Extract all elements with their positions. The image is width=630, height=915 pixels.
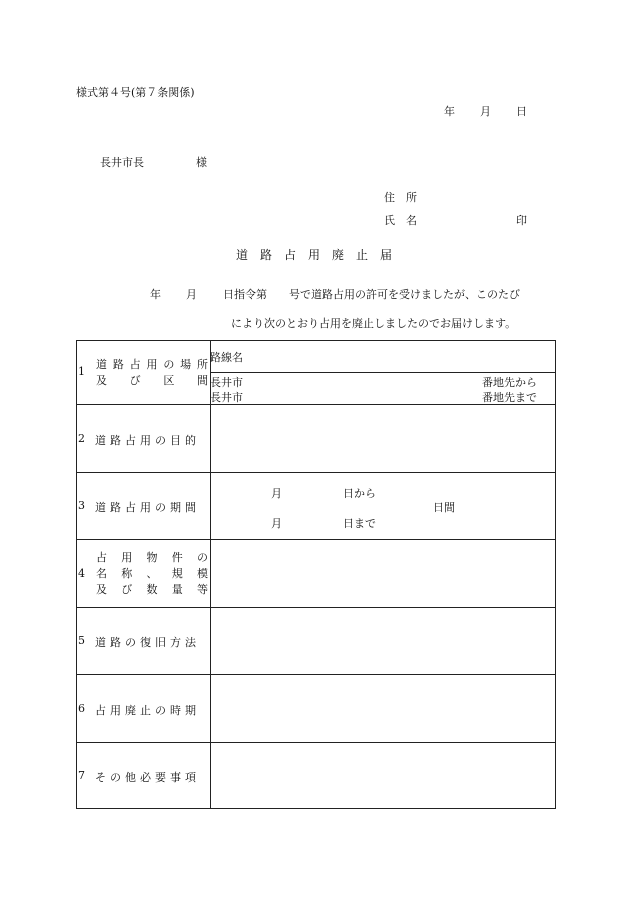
start-day-label: 日から [343, 487, 376, 500]
date-month-label: 月 [480, 105, 491, 118]
form-number: 様式第４号(第７条関係) [76, 86, 195, 99]
end-day-label: 日まで [343, 517, 376, 530]
date-day-label: 日 [516, 105, 527, 118]
row-objects [77, 539, 555, 607]
end-month-label: 月 [271, 517, 282, 530]
start-month-label: 月 [271, 487, 282, 500]
row-restoration [77, 607, 555, 674]
addressee: 長井市長 [100, 156, 144, 169]
row-label [96, 357, 208, 389]
section-from-city: 長井市 [210, 376, 243, 389]
row-number: 2 [78, 432, 85, 445]
row-location [77, 341, 555, 404]
body-year: 年 [150, 288, 161, 301]
address-label: 住 所 [384, 191, 417, 204]
duration-days-label: 日間 [433, 501, 455, 514]
row-abolition-date [77, 674, 555, 742]
row-number: 5 [78, 634, 85, 647]
section-to-city: 長井市 [210, 391, 243, 404]
body-line2: により次のとおり占用を廃止しましたのでお届けします。 [231, 317, 517, 330]
row-label: 道路占用の目的 [95, 434, 200, 447]
row-label: 道路占用の期間 [95, 501, 200, 514]
label-line-2: 及 び 区 間 [96, 374, 208, 387]
label-line-1: 道 路 占 用 の 場 所 [96, 358, 208, 371]
row-other [77, 742, 555, 809]
form-table [76, 340, 556, 809]
body-line1: 日指令第 号で道路占用の許可を受けましたが、このたび [223, 288, 520, 301]
row-number: 6 [78, 702, 85, 715]
row-label: その他必要事項 [95, 771, 200, 784]
row-purpose [77, 404, 555, 472]
route-name-label: 路線名 [210, 351, 243, 364]
label-line-2: 名 称 、 規 模 [96, 567, 208, 580]
row-label: 道路の復旧方法 [95, 636, 200, 649]
honorific: 様 [196, 156, 207, 169]
seal-mark: 印 [516, 214, 527, 227]
row-label: 占用廃止の時期 [95, 704, 200, 717]
label-line-1: 占 用 物 件 の [96, 551, 208, 564]
row-number: 7 [78, 769, 85, 782]
route-divider [210, 372, 555, 373]
name-label: 氏 名 [384, 214, 417, 227]
row-number: 1 [78, 365, 85, 378]
row-number: 3 [78, 499, 85, 512]
section-from-suffix: 番地先から [482, 376, 537, 389]
row-period [77, 472, 555, 539]
row-number: 4 [78, 567, 85, 580]
label-line-3: 及 び 数 量 等 [96, 583, 208, 596]
body-month: 月 [186, 288, 197, 301]
document-title: 道 路 占 用 廃 止 届 [236, 248, 393, 262]
section-to-suffix: 番地先まで [482, 391, 537, 404]
row-label [96, 550, 208, 598]
date-year-label: 年 [444, 105, 455, 118]
